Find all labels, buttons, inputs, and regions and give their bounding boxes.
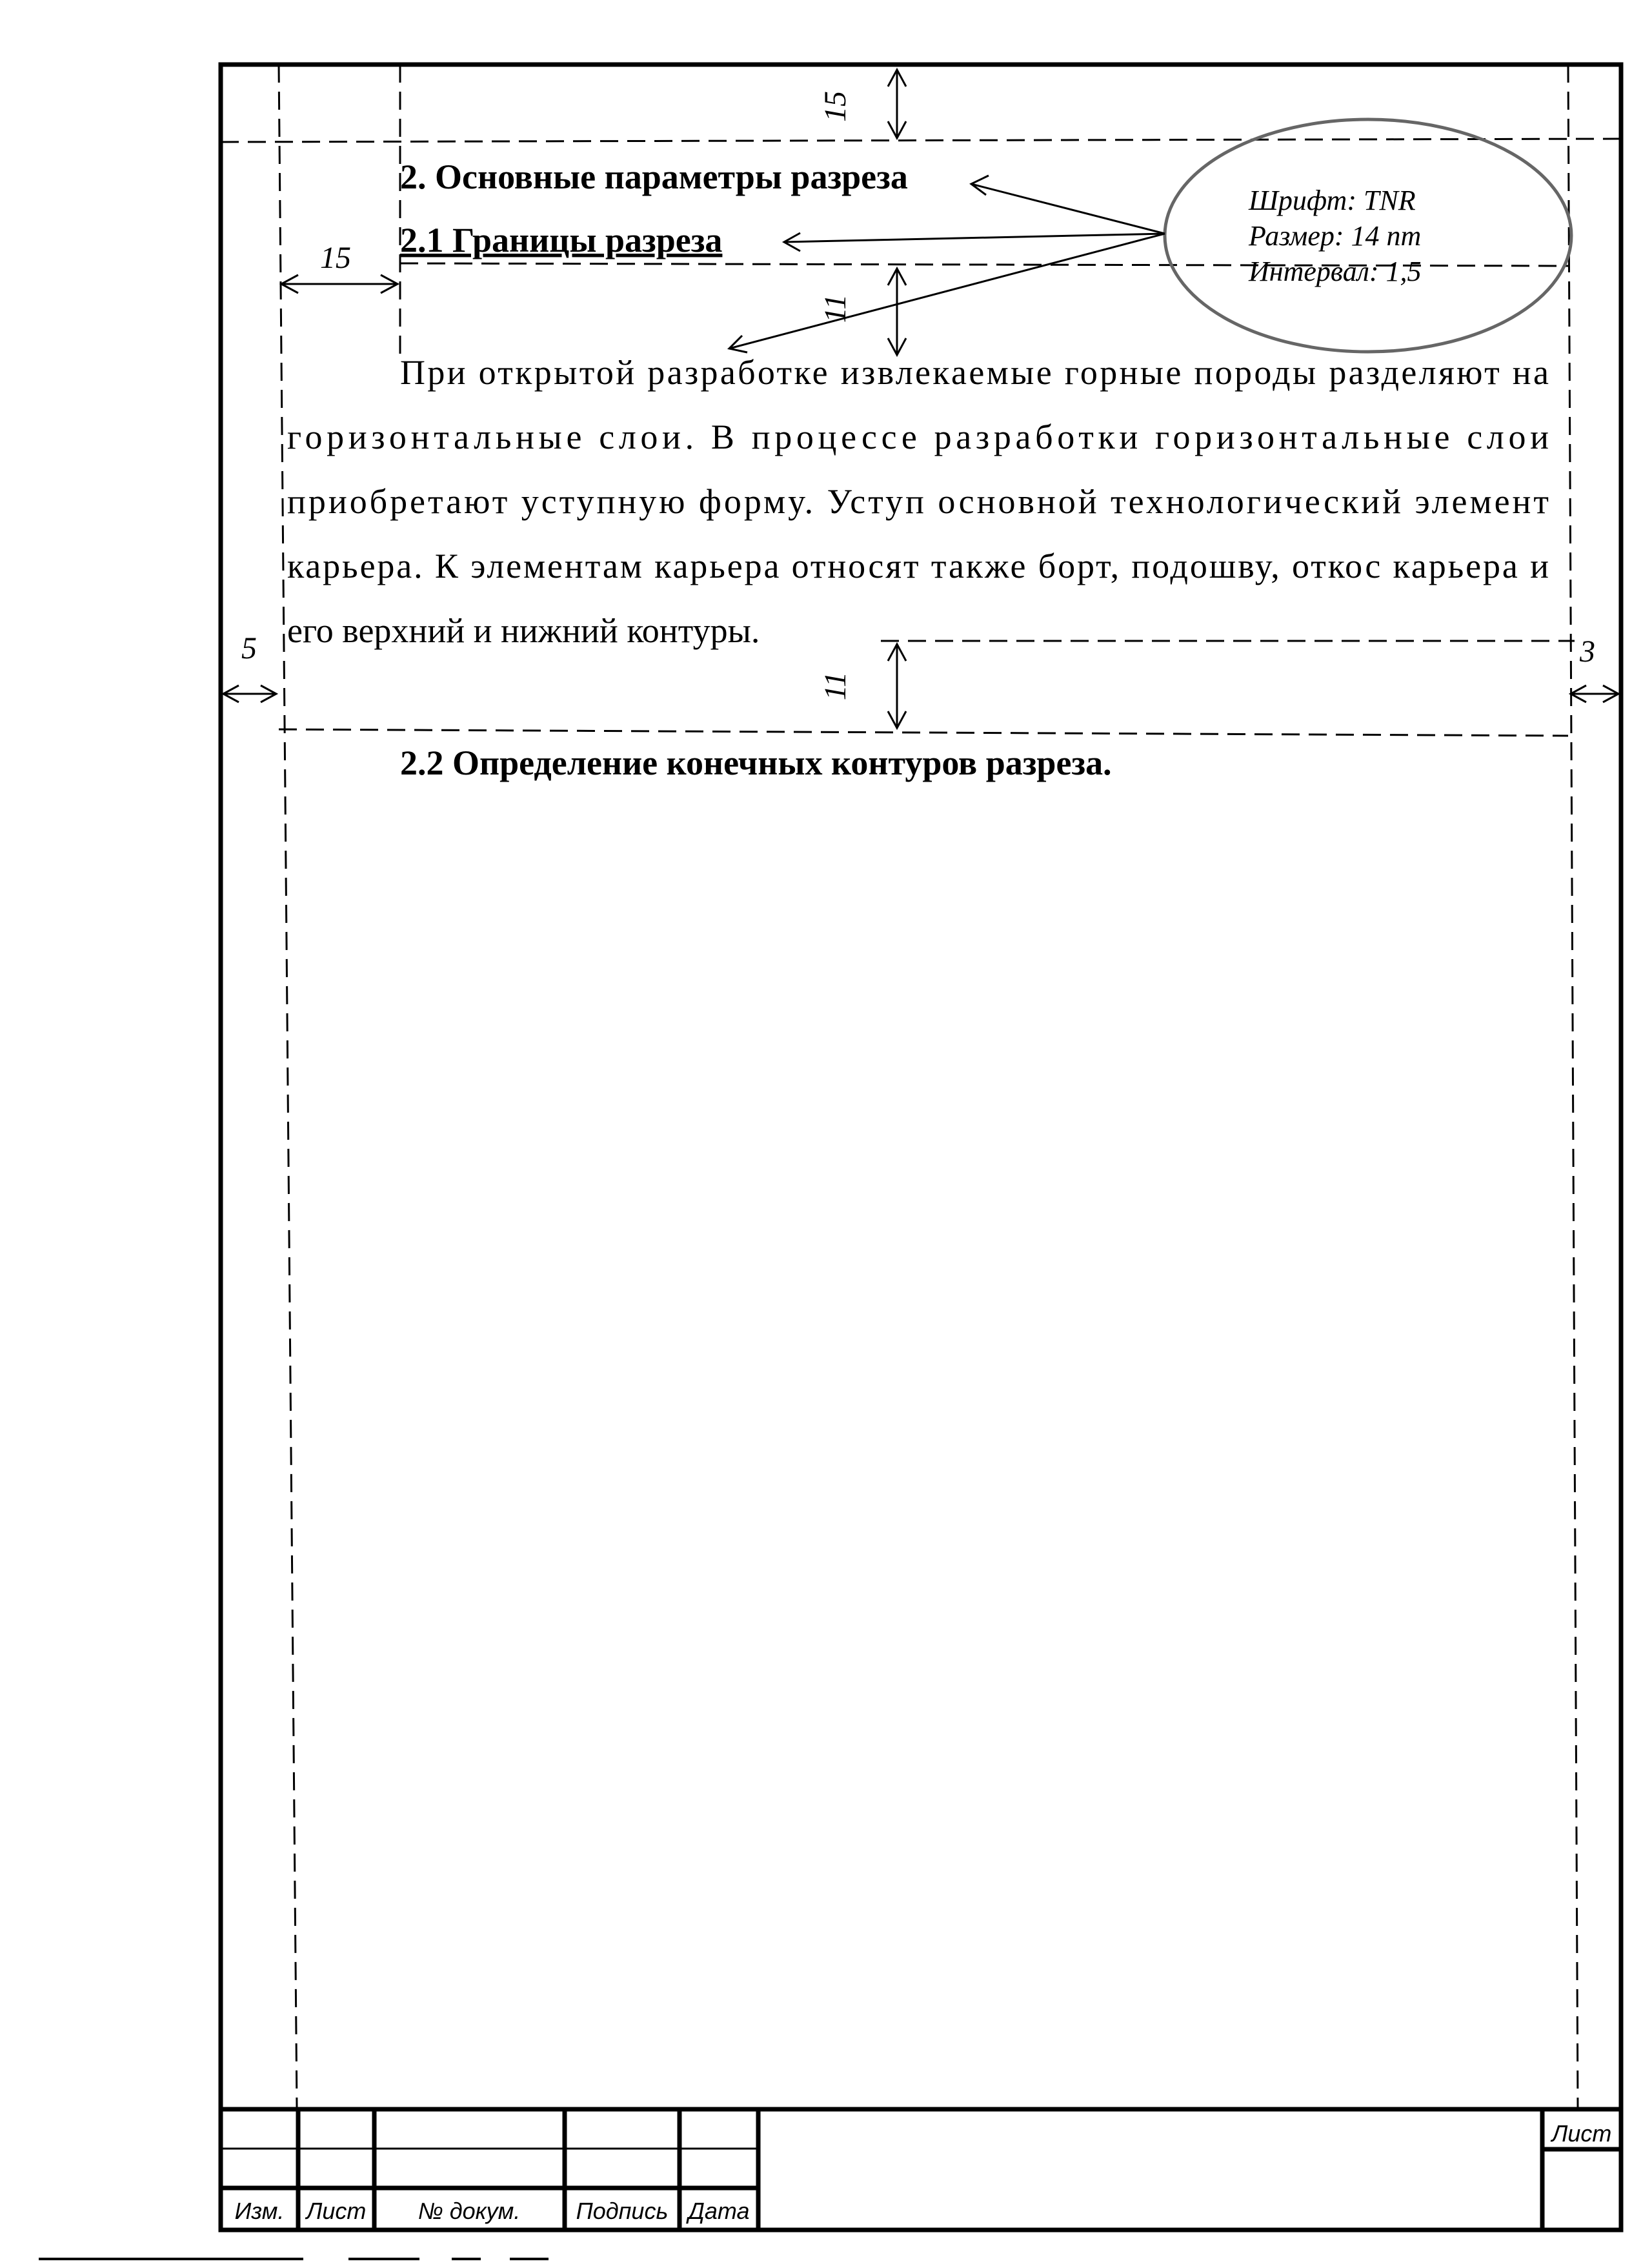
font-note-line2: Размер: 14 пт [1249,220,1422,252]
dim-left-label: 5 [241,631,257,665]
dim-heading-label: 11 [818,294,852,323]
font-note-line3: Интервал: 1,5 [1249,256,1422,287]
dim-right-label: 3 [1580,634,1595,669]
title-block-list: Лист [306,2198,367,2224]
pointer-to-h1 [971,184,1165,234]
guide-left-outer [279,65,297,2107]
dim-top-label: 15 [818,91,852,122]
paragraph-line-3: приобретают уступную форму. Уступ основной технологический элемент [287,482,1549,521]
paragraph-line-4: карьера. К элементам карьера относят также борт, подошву, откос карьера и [287,547,1549,585]
title-block-sheet-label: Лист [1551,2120,1612,2147]
title-block-izm: Изм. [234,2198,285,2224]
title-block-date: Дата [688,2198,750,2224]
dim-indent-label: 15 [320,241,351,275]
guide-section-top [279,729,1568,736]
title-block-doc-no: № докум. [418,2198,521,2224]
paragraph-line-2: горизонтальные слои. В процессе разработки горизонтальные слои [287,418,1549,456]
pointer-to-h2 [784,234,1165,242]
guide-right [1568,65,1578,2107]
heading-section-2-2: 2.2 Определение конечных контуров разреза. [400,744,1112,782]
paragraph-line-5: его верхний и нижний контуры. [287,611,760,650]
dim-paragraph-label: 11 [818,671,852,701]
pointer-to-paragraph [729,234,1165,349]
heading-section-2: 2. Основные параметры разреза [400,157,908,196]
guide-top-margin [221,139,1621,142]
paragraph-line-1: При открытой разработке извлекаемые горные породы разделяют на [400,353,1549,392]
title-block-signature: Подпись [576,2198,669,2224]
heading-section-2-1: 2.1 Границы разреза [400,221,723,259]
font-note-line1: Шрифт: TNR [1249,185,1416,216]
